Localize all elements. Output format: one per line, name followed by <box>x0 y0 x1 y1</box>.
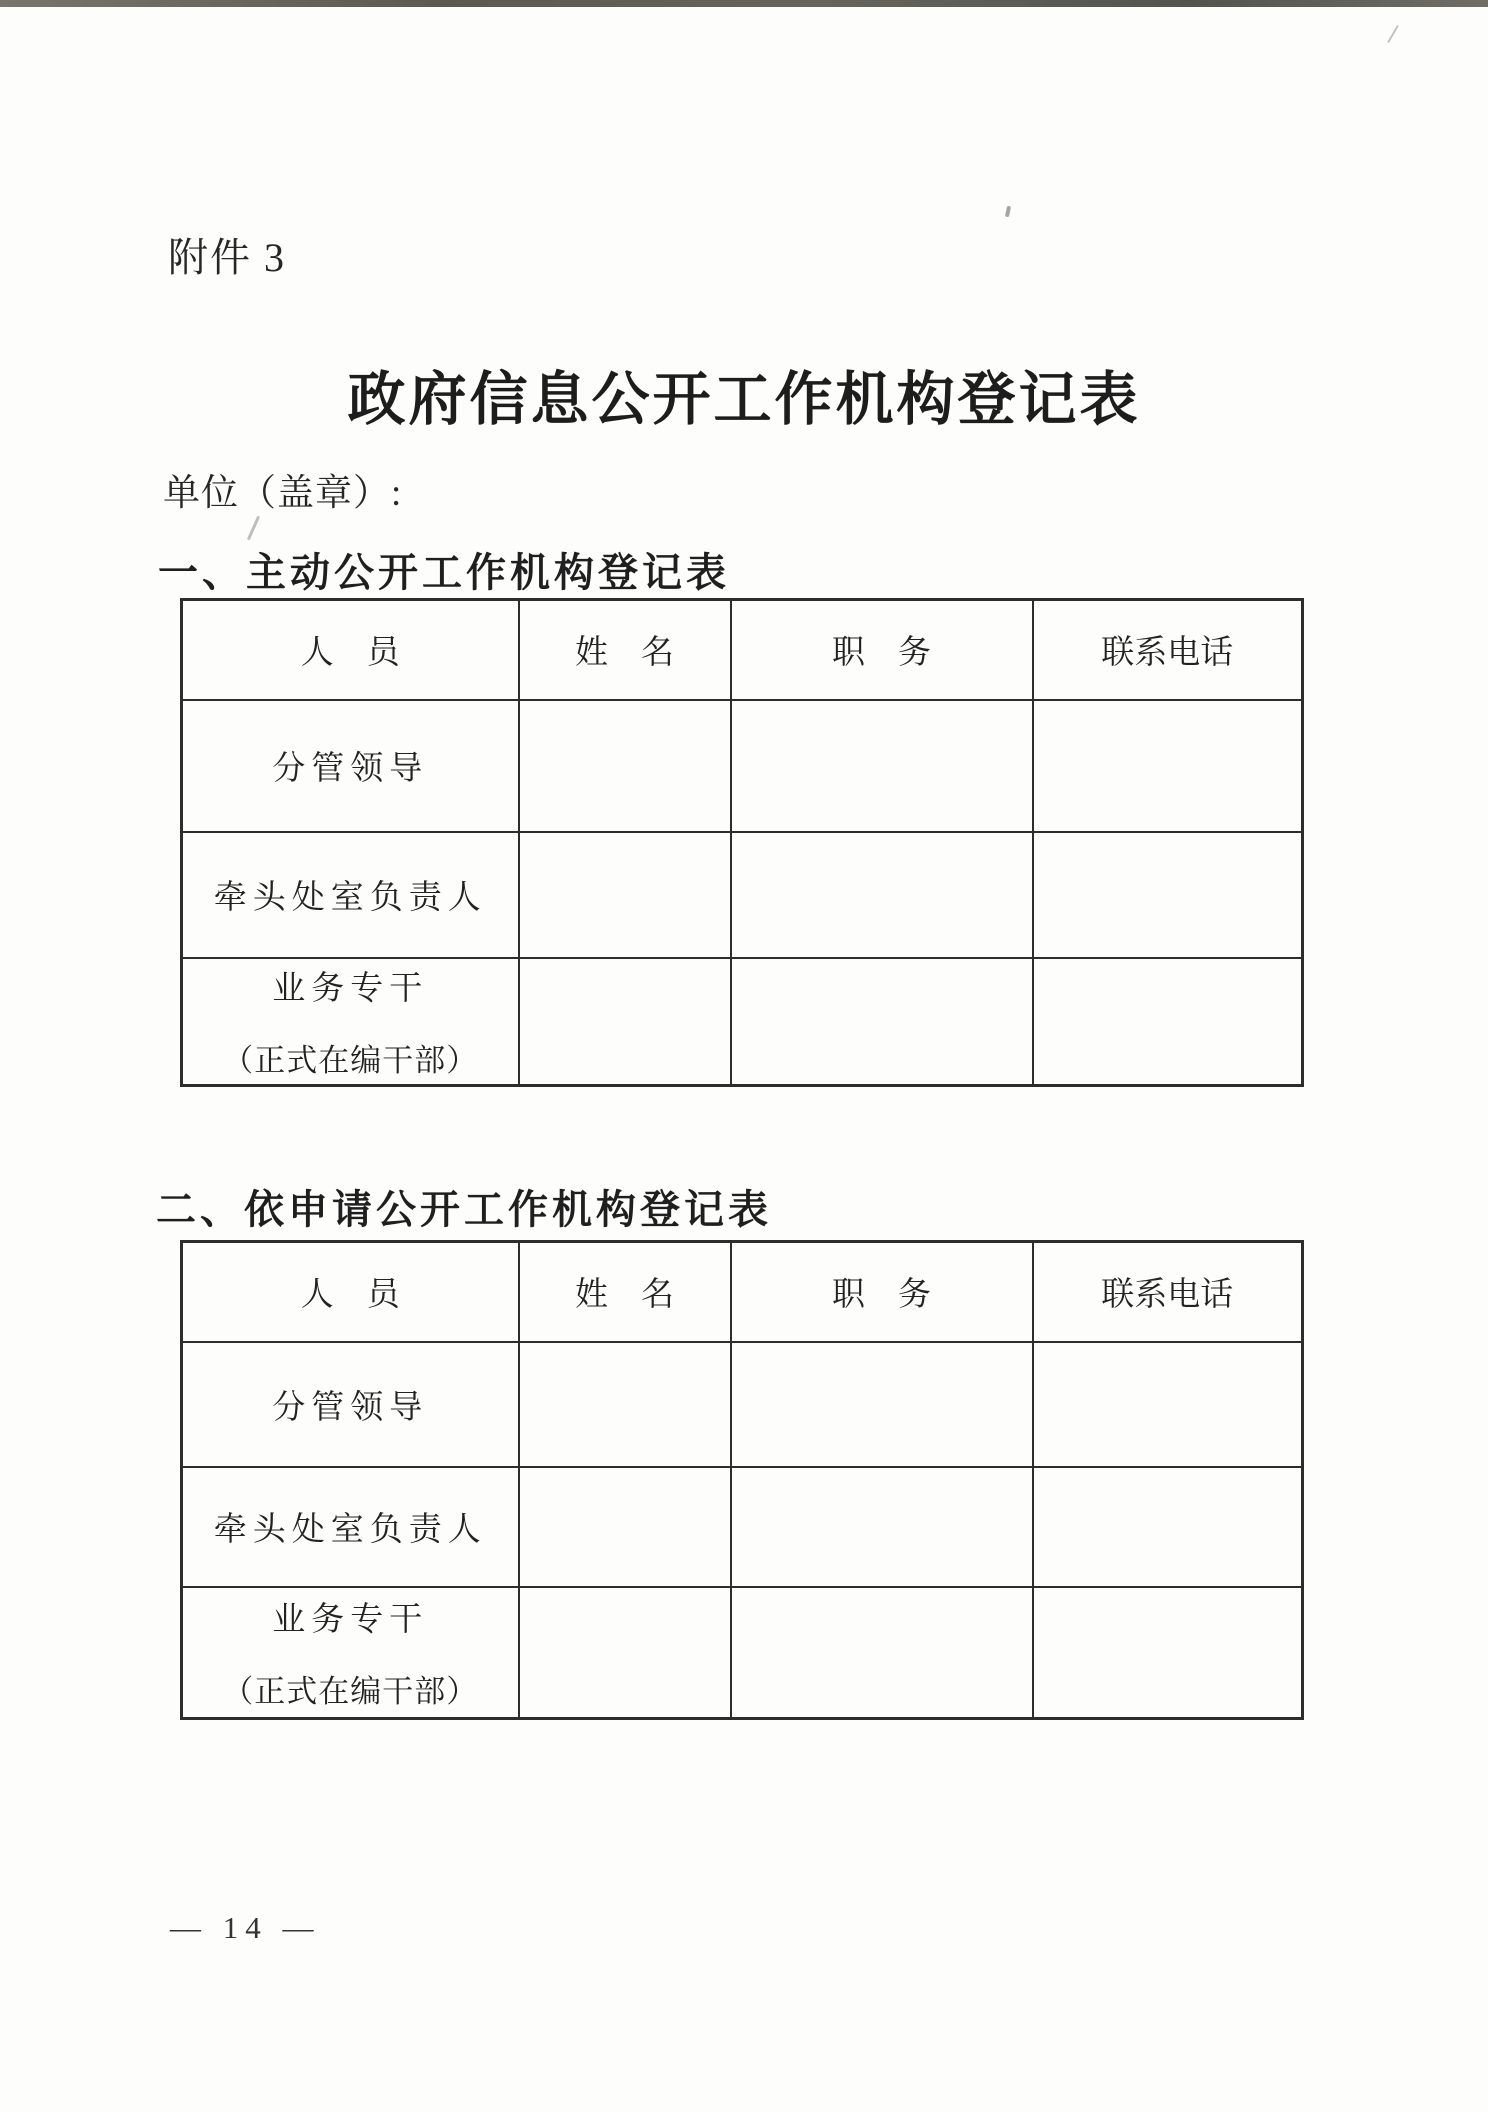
scan-slash-artifact <box>247 516 260 541</box>
duty-cell-empty <box>731 1342 1033 1467</box>
row-label-specialist <box>182 1587 519 1719</box>
name-cell-empty <box>519 1467 731 1587</box>
table-row <box>182 1467 1303 1587</box>
duty-cell-empty <box>731 700 1033 832</box>
table-row <box>182 832 1303 958</box>
phone-cell-empty <box>1033 832 1303 958</box>
table-row <box>182 1587 1303 1719</box>
duty-cell-empty <box>731 1467 1033 1587</box>
row-label-leader: 分管领导 <box>182 1342 519 1467</box>
specialist-label-line1: 业务专干 <box>272 971 429 1008</box>
name-cell-empty <box>519 1342 731 1467</box>
row-label-office-head: 牵头处室负责人 <box>182 832 519 958</box>
table-header-row <box>182 600 1303 700</box>
name-cell-empty <box>519 958 731 1086</box>
duty-cell-empty <box>731 1587 1033 1719</box>
specialist-label-line1: 业务专干 <box>272 1602 429 1639</box>
specialist-label-line2: （正式在编干部） <box>222 1674 479 1710</box>
application-disclosure-table <box>180 1240 1304 1720</box>
scan-speck-artifact <box>1005 206 1011 218</box>
header-person: 人 员 <box>182 600 519 700</box>
header-phone: 联系电话 <box>1033 1242 1303 1342</box>
scan-edge-artifact <box>0 0 1488 7</box>
name-cell-empty <box>519 700 731 832</box>
table-row <box>182 1342 1303 1467</box>
phone-cell-empty <box>1033 700 1303 832</box>
header-person: 人 员 <box>182 1242 519 1342</box>
row-label-specialist <box>182 958 519 1086</box>
section1-heading: 一、主动公开工作机构登记表 <box>158 551 730 595</box>
table-header-row <box>182 1242 1303 1342</box>
active-disclosure-table <box>180 598 1304 1087</box>
attachment-label: 附件 3 <box>168 235 286 280</box>
name-cell-empty <box>519 832 731 958</box>
unit-seal-label: 单位（盖章）: <box>163 473 403 514</box>
row-label-leader: 分管领导 <box>182 700 519 832</box>
document-title: 政府信息公开工作机构登记表 <box>347 367 1141 432</box>
section2-heading: 二、依申请公开工作机构登记表 <box>156 1188 772 1232</box>
header-duty: 职 务 <box>731 1242 1033 1342</box>
specialist-label-line2: （正式在编干部） <box>222 1043 479 1079</box>
header-phone: 联系电话 <box>1033 600 1303 700</box>
table-row <box>182 958 1303 1086</box>
table-row <box>182 700 1303 832</box>
name-cell-empty <box>519 1587 731 1719</box>
scan-curve-artifact <box>1387 25 1399 43</box>
phone-cell-empty <box>1033 1587 1303 1719</box>
header-name: 姓 名 <box>519 1242 731 1342</box>
phone-cell-empty <box>1033 1342 1303 1467</box>
row-label-office-head: 牵头处室负责人 <box>182 1467 519 1587</box>
phone-cell-empty <box>1033 958 1303 1086</box>
duty-cell-empty <box>731 832 1033 958</box>
phone-cell-empty <box>1033 1467 1303 1587</box>
duty-cell-empty <box>731 958 1033 1086</box>
header-name: 姓 名 <box>519 600 731 700</box>
page-number: — 14 — <box>170 1910 321 1945</box>
header-duty: 职 务 <box>731 600 1033 700</box>
